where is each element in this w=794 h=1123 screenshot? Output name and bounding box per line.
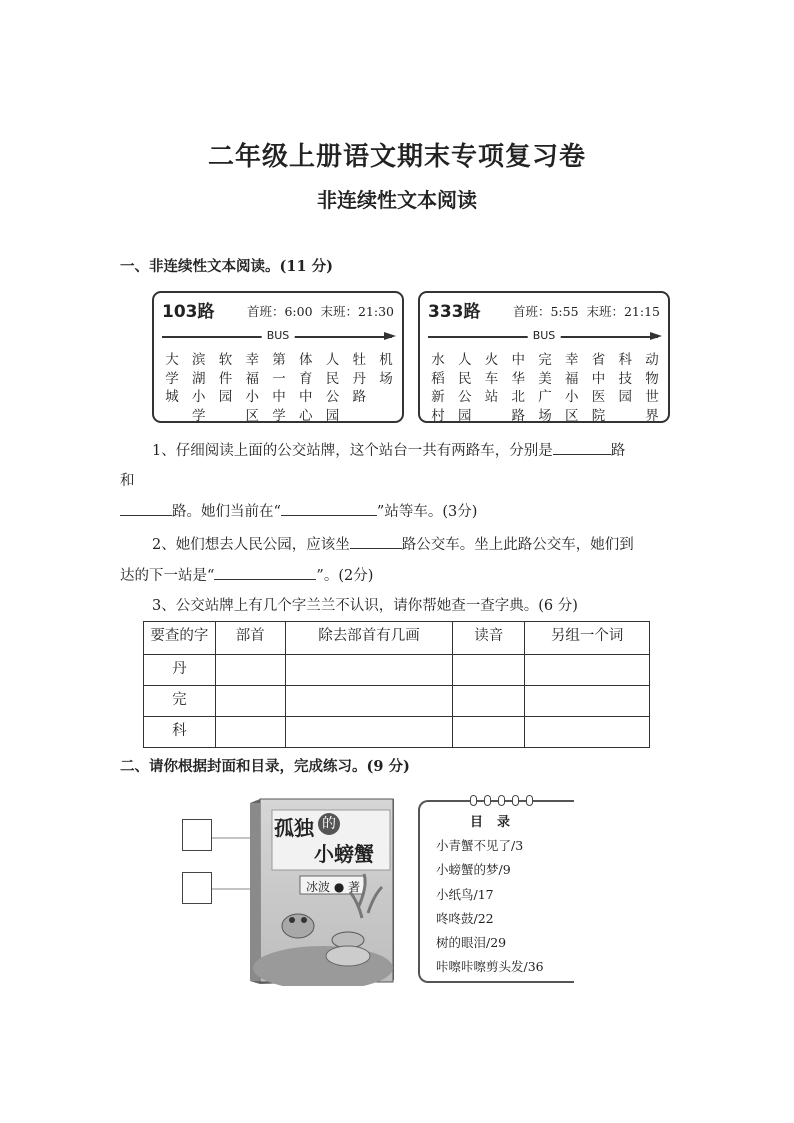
table-header: 读音 — [453, 622, 525, 655]
table-header: 部首 — [215, 622, 285, 655]
bus-stop: 体 育 中 心 — [299, 352, 313, 424]
table-of-contents — [418, 800, 574, 983]
bus-stop: 机 场 — [379, 352, 393, 387]
answer-blank[interactable] — [214, 563, 316, 580]
bus-label: BUS — [262, 329, 295, 343]
bus-stop: 幸 福 小 区 — [565, 352, 579, 424]
table-row — [144, 655, 650, 686]
answer-blank[interactable] — [120, 499, 172, 516]
toc-item: 小青蟹不见了/3 — [436, 838, 524, 853]
toc-item: 树的眼泪/29 — [436, 935, 507, 950]
table-row — [144, 686, 650, 717]
binder-rings — [470, 795, 533, 806]
schedule-times: 首班：6:00 末班：21:30 — [246, 304, 394, 319]
answer-cell[interactable] — [215, 717, 285, 748]
bus-stop: 人 民 公 园 — [458, 352, 472, 424]
cover-title-1: 孤独 — [274, 816, 314, 840]
arrow-right-icon — [384, 332, 396, 340]
question-2-line2: 达的下一站是“ ”。(2分) — [120, 561, 676, 591]
cover-title-3: 小螃蟹 — [314, 842, 374, 866]
answer-box-title[interactable] — [182, 819, 212, 851]
answer-blank[interactable] — [553, 438, 611, 455]
answer-cell[interactable] — [453, 655, 525, 686]
bus-stop: 动 物 世 界 — [645, 352, 659, 424]
schedule-times: 首班：5:55 末班：21:15 — [512, 304, 660, 319]
bus-stop: 中 华 北 路 — [511, 352, 525, 424]
bus-stop: 水 稻 新 村 — [431, 352, 445, 424]
table-header-row — [144, 622, 650, 655]
page-title: 二年级上册语文期末专项复习卷 — [207, 142, 586, 172]
route-number: 333路 — [428, 302, 481, 322]
answer-box-author[interactable] — [182, 872, 212, 904]
answer-cell[interactable] — [525, 686, 650, 717]
toc-item: 咚咚鼓/22 — [436, 911, 494, 926]
cover-author: 冰波 ● 著 — [306, 880, 361, 894]
answer-cell[interactable] — [453, 686, 525, 717]
question-1-line2: 路。她们当前在“ ”站等车。(3分) — [120, 497, 676, 527]
page-subtitle: 非连续性文本阅读 — [317, 188, 477, 212]
direction-arrow — [162, 329, 394, 343]
route-number: 103路 — [162, 302, 215, 322]
bus-label: BUS — [528, 329, 561, 343]
arrow-right-icon — [650, 332, 662, 340]
question-1: 1、仔细阅读上面的公交站牌，这个站台一共有两路车，分别是 路 — [120, 436, 676, 466]
direction-arrow — [428, 329, 660, 343]
answer-blank[interactable] — [281, 499, 377, 516]
answer-cell[interactable] — [215, 686, 285, 717]
bus-stop: 科 技 园 — [618, 352, 632, 405]
table-header: 除去部首有几画 — [285, 622, 453, 655]
bus-stop: 第 一 中 学 — [272, 352, 286, 424]
table-row — [144, 717, 650, 748]
toc-item: 咔嚓咔嚓剪头发/36 — [436, 959, 544, 974]
table-cell-char: 完 — [144, 686, 216, 717]
section2-heading: 二、请你根据封面和目录，完成练习。(9 分) — [120, 758, 410, 775]
answer-cell[interactable] — [525, 717, 650, 748]
cover-title-2: 的 — [318, 813, 340, 835]
bus-stop: 牡 丹 路 — [352, 352, 366, 405]
answer-cell[interactable] — [215, 655, 285, 686]
toc-item: 小螃蟹的梦/9 — [436, 862, 511, 877]
bus-stop: 幸 福 小 区 — [245, 352, 259, 424]
bus-sign-333 — [418, 291, 670, 423]
bus-stop: 省 中 医 院 — [591, 352, 606, 424]
table-cell-char: 科 — [144, 717, 216, 748]
bus-stop: 软 件 园 — [218, 352, 233, 405]
bus-stop: 大 学 城 — [165, 352, 179, 405]
answer-cell[interactable] — [453, 717, 525, 748]
bus-stop: 火 车 站 — [484, 352, 499, 405]
bus-sign-103 — [152, 291, 404, 423]
section1-heading: 一、非连续性文本阅读。(11 分) — [120, 258, 333, 275]
table-header: 另组一个词 — [525, 622, 650, 655]
dictionary-table — [143, 621, 650, 748]
table-cell-char: 丹 — [144, 655, 216, 686]
toc-item: 小纸鸟/17 — [436, 887, 494, 902]
answer-blank[interactable] — [350, 532, 402, 549]
table-header: 要查的字 — [144, 622, 216, 655]
answer-cell[interactable] — [285, 655, 453, 686]
answer-cell[interactable] — [285, 686, 453, 717]
answer-cell[interactable] — [285, 717, 453, 748]
question-2: 2、她们想去人民公园，应该坐 路公交车。坐上此路公交车，她们到 — [120, 530, 676, 560]
answer-cell[interactable] — [525, 655, 650, 686]
toc-heading: 目录 — [469, 815, 524, 830]
bus-stop: 滨 湖 小 学 — [192, 352, 206, 424]
question-1-cont: 和 — [120, 473, 135, 489]
question-3: 3、公交站牌上有几个字兰兰不认识，请你帮她查一查字典。(6 分) — [152, 598, 578, 614]
bus-stop: 人 民 公 园 — [325, 352, 340, 424]
bus-stop: 完 美 广 场 — [538, 352, 552, 424]
